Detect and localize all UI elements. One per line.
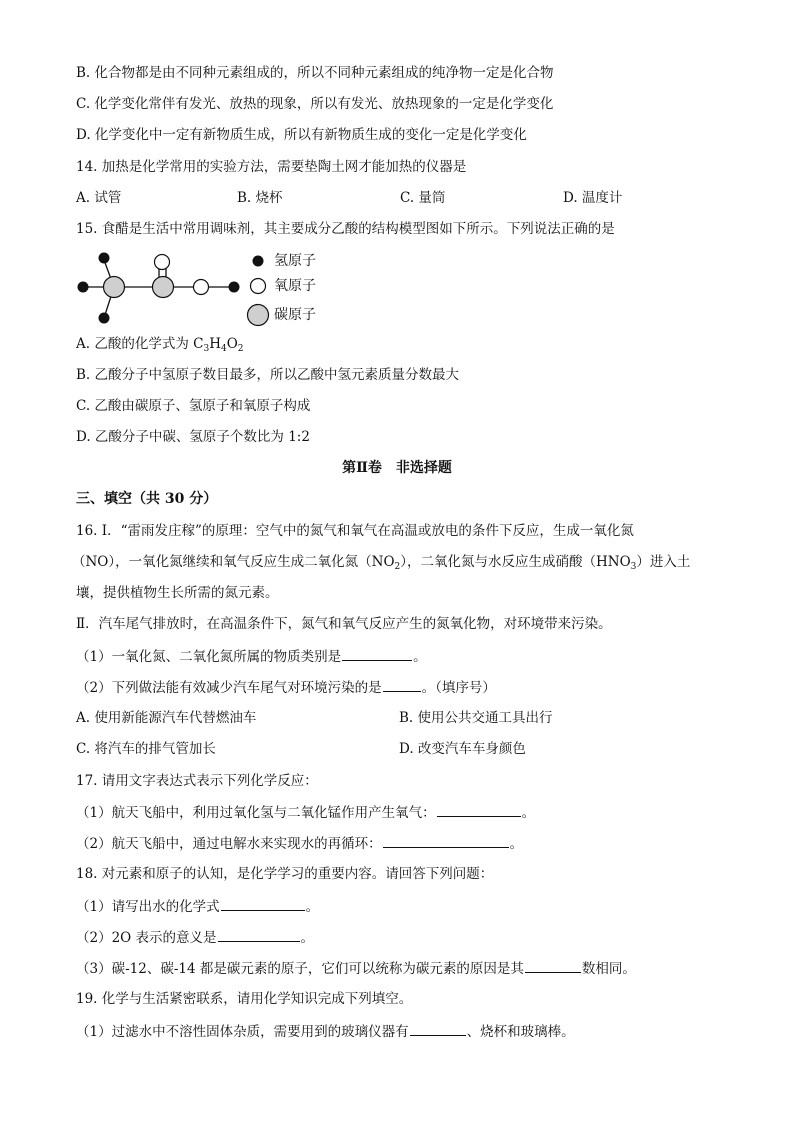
- formula-part: H: [209, 336, 221, 352]
- hydrogen-atom: [99, 253, 110, 264]
- q17-part-2-end: 。: [509, 836, 524, 852]
- q16-part-2-end: 。（填序号）: [421, 680, 496, 696]
- q19-part-1: [76, 1022, 575, 1041]
- q13-option-c: C. 化学变化常伴有发光、放热的现象，所以有发光、放热现象的一定是化学变化: [76, 96, 554, 112]
- q18-part-1-text: （1）请写出水的化学式: [76, 899, 220, 915]
- q18-part-2: [76, 928, 314, 947]
- q15-option-b: B. 乙酸分子中氢原子数目最多，所以乙酸中氢元素质量分数最大: [76, 367, 460, 383]
- q19-part-1-end: 、烧杯和玻璃棒。: [466, 1024, 575, 1040]
- q13-option-b: B. 化合物都是由不同种元素组成的，所以不同种元素组成的纯净物一定是化合物: [76, 65, 554, 81]
- section-3-title: 三、填空（共 30 分）: [76, 491, 218, 507]
- q18-part-2-end: 。: [300, 930, 315, 946]
- hydrogen-atom: [78, 282, 89, 293]
- q18-part-3-text: （3）碳-12、碳-14 都是碳元素的原子，它们可以统称为碳元素的原因是其: [76, 961, 524, 977]
- q14-option-a: A. 试管: [76, 190, 122, 206]
- hydrogen-atom: [229, 282, 240, 293]
- answer-blank[interactable]: [383, 834, 509, 848]
- q16-line-3: 壤，提供植物生长所需的氮元素。: [76, 585, 279, 601]
- legend-carbon-label: 碳原子: [274, 307, 316, 323]
- answer-blank[interactable]: [342, 647, 412, 661]
- q16-line-1: 16. Ⅰ．“雷雨发庄稼”的原理：空气中的氮气和氧气在高温或放电的条件下反应，生成一氧化氮: [76, 523, 634, 539]
- oxygen-atom: [194, 280, 209, 295]
- q18-part-1: [76, 897, 319, 916]
- carbon-atom: [153, 277, 174, 298]
- q15-option-a-text: A. 乙酸的化学式为 C: [76, 336, 204, 352]
- q14-option-c: C. 量筒: [400, 190, 446, 206]
- q15-option-c: C. 乙酸由碳原子、氢原子和氧原子构成: [76, 398, 311, 414]
- q17-part-2: [76, 834, 523, 853]
- q16-line-4: Ⅱ．汽车尾气排放时，在高温条件下，氮气和氧气反应产生的氮氧化物，对环境带来污染。: [76, 616, 612, 632]
- q16-line-2-c: ）进入土: [636, 554, 691, 570]
- q14-stem: 14. 加热是化学常用的实验方法，需要垫陶土网才能加热的仪器是: [76, 159, 467, 175]
- acetic-acid-molecule-model: [70, 244, 260, 326]
- q15-option-a: [76, 335, 244, 358]
- legend-carbon-icon: [246, 303, 270, 327]
- q16-option-a: A. 使用新能源汽车代替燃油车: [76, 710, 257, 726]
- q17-part-2-text: （2）航天飞船中，通过电解水来实现水的再循环：: [76, 836, 382, 852]
- q19-part-1-text: （1）过滤水中不溶性固体杂质，需要用到的玻璃仪器有: [76, 1024, 409, 1040]
- subscript: 3: [630, 562, 637, 572]
- q16-part-1: [76, 647, 427, 666]
- q18-stem: 18. 对元素和原子的认知，是化学学习的重要内容。请回答下列问题：: [76, 866, 494, 882]
- oxygen-atom: [155, 255, 170, 270]
- q18-part-2-text: （2）2O 表示的意义是: [76, 930, 217, 946]
- q17-part-1-text: （1）航天飞船中，利用过氧化氢与二氧化锰作用产生氧气：: [76, 805, 436, 821]
- q18-part-3-end: 数相同。: [581, 961, 636, 977]
- q18-part-3: [76, 959, 636, 978]
- carbon-atom: [104, 277, 125, 298]
- answer-blank[interactable]: [437, 803, 521, 817]
- answer-blank[interactable]: [221, 897, 305, 911]
- legend-oxygen-label: 氧原子: [274, 278, 316, 294]
- q16-part-2-text: （2）下列做法能有效减少汽车尾气对环境污染的是: [76, 680, 382, 696]
- legend-oxygen-icon: [249, 277, 267, 295]
- q18-part-1-end: 。: [305, 899, 320, 915]
- q17-part-1: [76, 803, 535, 822]
- q16-option-d: D. 改变汽车车身颜色: [399, 741, 526, 757]
- q16-line-2-b: ），二氧化氮与水反应生成硝酸（HNO: [400, 554, 631, 570]
- q15-stem: 15. 食醋是生活中常用调味剂，其主要成分乙酸的结构模型图如下所示。下列说法正确的是: [76, 221, 615, 237]
- q16-option-b: B. 使用公共交通工具出行: [399, 710, 553, 726]
- answer-blank[interactable]: [410, 1022, 466, 1036]
- subscript: 4: [220, 344, 227, 354]
- q17-part-1-end: 。: [521, 805, 536, 821]
- formula-part: O: [226, 336, 238, 352]
- legend-hydrogen-label: 氢原子: [274, 253, 316, 269]
- q14-option-d: D. 温度计: [563, 190, 623, 206]
- q16-part-1-text: （1）一氧化氮、二氧化氮所属的物质类别是: [76, 649, 342, 665]
- q16-option-c: C. 将汽车的排气管加长: [76, 741, 216, 757]
- q16-part-1-end: 。: [413, 649, 427, 665]
- q14-option-b: B. 烧杯: [237, 190, 283, 206]
- q16-part-2: [76, 678, 496, 697]
- answer-blank[interactable]: [525, 959, 581, 973]
- q19-stem: 19. 化学与生活紧密联系，请用化学知识完成下列填空。: [76, 991, 413, 1007]
- answer-blank[interactable]: [218, 928, 300, 942]
- q13-option-d: D. 化学变化中一定有新物质生成，所以有新物质生成的变化一定是化学变化: [76, 127, 527, 143]
- part-2-title: 第Ⅱ卷 非选择题: [342, 460, 452, 476]
- q16-line-2: [72, 553, 690, 576]
- subscript: 2: [237, 344, 244, 354]
- q15-option-d: D. 乙酸分子中碳、氢原子个数比为 1:2: [76, 429, 310, 445]
- hydrogen-atom: [99, 313, 110, 324]
- q16-line-2-a: （NO），一氧化氮继续和氧气反应生成二氧化氮（NO: [72, 554, 395, 570]
- answer-blank[interactable]: [383, 678, 421, 692]
- subscript: 3: [203, 344, 210, 354]
- legend-hydrogen-icon: [250, 253, 266, 269]
- subscript: 2: [394, 562, 401, 572]
- q17-stem: 17. 请用文字表达式表示下列化学反应：: [76, 773, 318, 789]
